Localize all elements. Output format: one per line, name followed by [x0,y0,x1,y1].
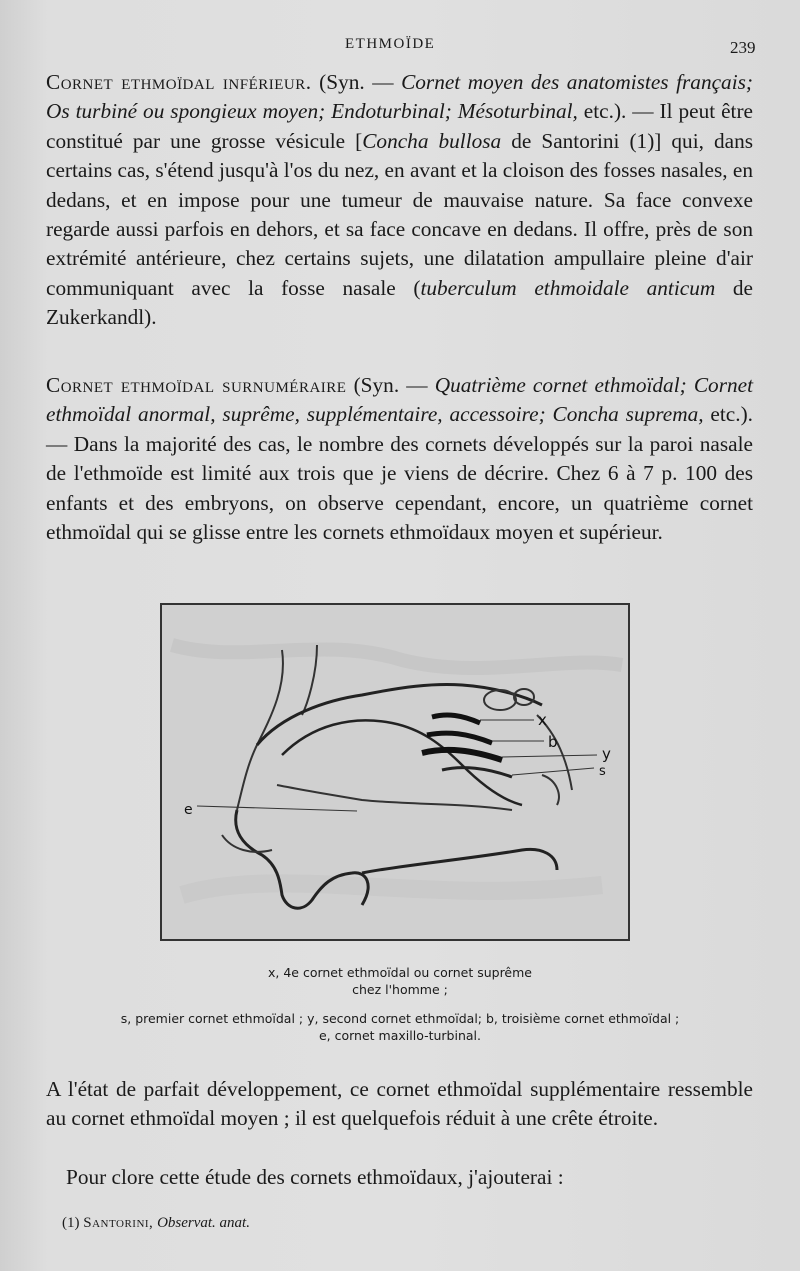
page-header [0,34,800,58]
section-heading: Cornet ethmoïdal inférieur. [46,70,312,94]
figure-caption-legend [40,1010,760,1044]
caption-line: x, 4e cornet ethmoïdal ou cornet suprême [267,965,532,980]
synonym-open: (Syn. — [346,373,435,397]
body-text: de Santorini (1)] qui, dans certains cas, s'étend jusqu'à l'os du nez, en avant et la cloison des fosses nasales, en dedans, et en impose pour une tumeur de mauvaise nature. Sa face convexe regarde aussi parfois en dehors, et sa face concave en dedans. Il offre, près de son extrémité antérieure, chez certains sujets, une dilatation ampullaire pleine d'air communiquant avec la fosse nasale ( [46,128,753,300]
footnote [62,1215,250,1232]
synonym-terms: Quatrième cornet ethmoïdal; Cornet ethmoïdal anormal, suprême, supplémentaire, accessoire; Concha suprema, [46,373,754,427]
figure-caption-title [40,964,760,998]
footnote-number: (1) [62,1215,84,1231]
caption-line: e, cornet maxillo-turbinal. [318,1028,481,1043]
label-s: s [599,764,606,779]
paragraph-cornet-surnumeraire [46,371,753,547]
synonym-open: (Syn. — [311,70,402,94]
page-number: 239 [730,38,756,57]
caption-line: s, premier cornet ethmoïdal ; y, second cornet ethmoïdal; b, troisième cornet ethmoïdal ; [120,1011,680,1026]
anatomical-figure [160,603,630,941]
caption-line: chez l'homme ; [352,982,448,997]
label-e: e [184,802,193,818]
paragraph-developpement: A l'état de parfait développement, ce cornet ethmoïdal supplémentaire ressemble au cornet ethmoïdal moyen ; il est quelquefois réduit à une crête étroite. [46,1077,753,1131]
body-text: de Zukerkandl). [46,275,753,330]
running-title: ETHMOÏDE [345,36,436,52]
paragraph-cornet-inferieur [46,68,753,333]
label-y: y [602,745,611,763]
latin-term: Concha bullosa [362,128,502,153]
footnote-author: Santorini, [83,1215,154,1231]
body-text: etc.). — Il peut être constitué par une grosse vésicule [ [46,99,753,153]
label-x: x [538,711,547,729]
synonym-terms: Cornet moyen des anatomistes français; Os turbiné ou spongieux moyen; Endoturbinal; Mésoturbinal, [46,70,753,124]
section-heading: Cornet ethmoïdal surnuméraire [46,373,347,397]
paragraph-conclusion: Pour clore cette étude des cornets ethmoïdaux, j'ajouterai : [66,1165,564,1189]
latin-term: tuberculum ethmoidale anticum [420,275,716,300]
label-b: b [548,733,558,751]
body-text: etc.). — Dans la majorité des cas, le nombre des cornets développés sur la paroi nasale de l'ethmoïde est limité aux trois que je viens de décrire. Chez 6 à 7 p. 100 des enfants et des embryons, on observe cependant, encore, un quatrième cornet ethmoïdal qui se glisse entre les cornets ethmoïdaux moyen et supérieur. [46,402,753,545]
figure-drawing [162,605,628,939]
footnote-work: Observat. anat. [153,1215,250,1231]
